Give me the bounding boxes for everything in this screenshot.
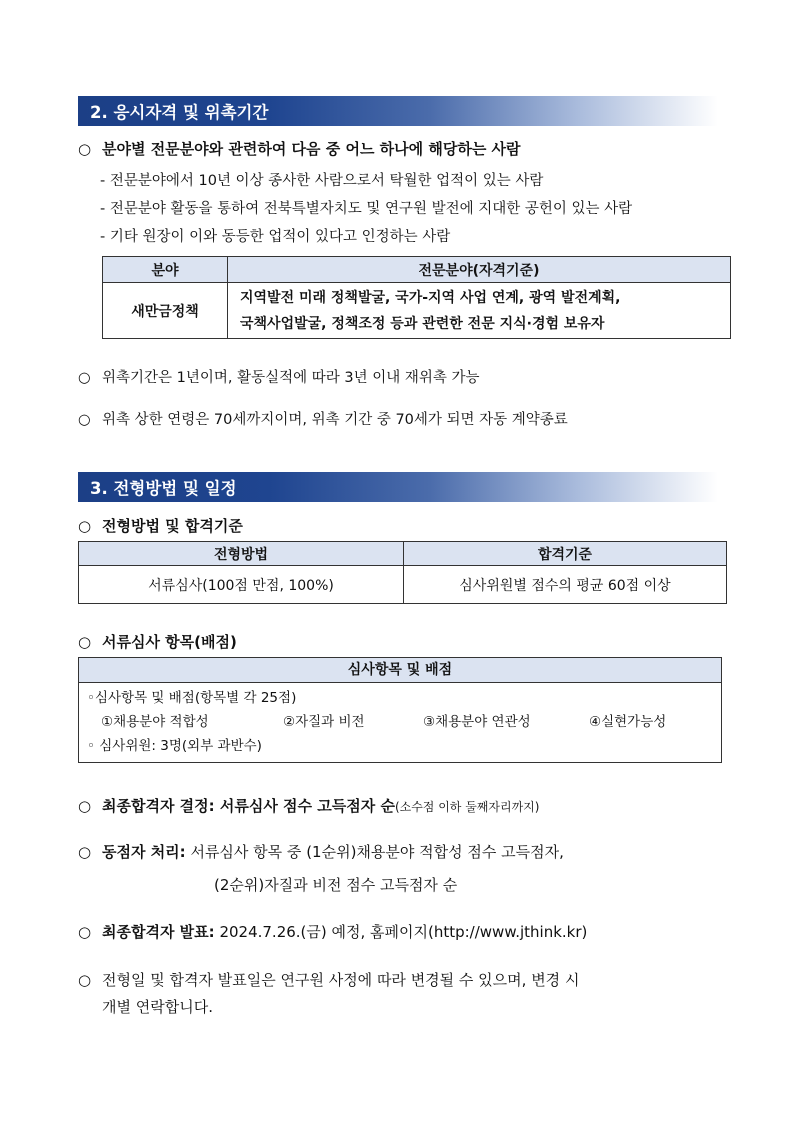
review-items (87, 710, 721, 734)
change-notice: ○ 전형일 및 합격자 발표일은 연구원 사정에 따라 변경될 수 있으며, 변경 시 (78, 971, 580, 989)
bullet-circle: ○ (78, 923, 92, 941)
review-box (78, 657, 722, 763)
bullet-circle: ○ (78, 971, 92, 989)
review-line: ◦심사항목 및 배점(항목별 각 25점) (87, 690, 297, 706)
table-header: 전문분야(자격기준) (228, 257, 731, 283)
bullet-circle: ○ (78, 412, 91, 428)
method-table (78, 541, 727, 604)
bullet-circle: ○ (78, 140, 92, 158)
field-cell: 새만금정책 (103, 283, 228, 339)
age-note: ○ 위촉 상한 연령은 70세까지이며, 위촉 기간 중 70세가 되면 자동 계약종료 (78, 412, 568, 428)
table-header: 전형방법 (79, 542, 404, 566)
qual-item: - 전문분야 활동을 통하여 전북특별자치도 및 연구원 발전에 지대한 공헌이 있는 사람 (100, 201, 633, 217)
criteria-cell: 지역발전 미래 정책발굴, 국가-지역 사업 연계, 광역 발전계획, 국책사업발굴, 정책조정 등과 관련한 전문 지식·경험 보유자 (228, 283, 731, 339)
table-header: 합격기준 (404, 542, 727, 566)
qualification-heading: ○ 분야별 전문분야와 관련하여 다음 중 어느 하나에 해당하는 사람 (78, 140, 521, 158)
method-cell: 서류심사(100점 만점, 100%) (79, 566, 404, 604)
change-notice-line2: 개별 연락합니다. (102, 998, 213, 1016)
review-box-header: 심사항목 및 배점 (79, 658, 721, 683)
announcement: ○ 최종합격자 발표: 2024.7.26.(금) 예정, 홈페이지(http://www.jthink.kr) (78, 923, 588, 941)
review-item: ④실현가능성 (589, 714, 667, 730)
review-item: ③채용분야 연관성 (423, 714, 531, 730)
method-heading: ○ 전형방법 및 합격기준 (78, 517, 243, 535)
section-3-header (78, 472, 718, 502)
tie-handling: ○ 동점자 처리: 서류심사 항목 중 (1순위)채용분야 적합성 점수 고득점자, (78, 843, 564, 861)
bullet-circle: ○ (78, 797, 92, 815)
qual-item: - 기타 원장이 이와 동등한 업적이 있다고 인정하는 사람 (100, 229, 451, 245)
term-note: ○ 위촉기간은 1년이며, 활동실적에 따라 3년 이내 재위촉 가능 (78, 370, 480, 386)
criteria-cell: 심사위원별 점수의 평균 60점 이상 (404, 566, 727, 604)
qual-item: - 전문분야에서 10년 이상 종사한 사람으로서 탁월한 업적이 있는 사람 (100, 173, 544, 189)
review-heading: ○ 서류심사 항목(배점) (78, 633, 237, 651)
qualification-table (102, 256, 731, 339)
section-3-title: 3. 전형방법 및 일정 (90, 479, 237, 498)
section-2-header (78, 96, 718, 126)
review-item: ②자질과 비전 (283, 714, 365, 730)
review-box-body (79, 683, 721, 758)
bullet-circle: ○ (78, 843, 92, 861)
final-decision: ○ 최종합격자 결정: 서류심사 점수 고득점자 순(소수점 이하 둘째자리까지) (78, 797, 540, 815)
tie-handling-line2: (2순위)자질과 비전 점수 고득점자 순 (214, 876, 458, 894)
table-header: 분야 (103, 257, 228, 283)
bullet-circle: ○ (78, 633, 92, 651)
bullet-circle: ○ (78, 370, 91, 386)
bullet-circle: ○ (78, 517, 92, 535)
review-item: ①채용분야 적합성 (101, 714, 209, 730)
section-2-title: 2. 응시자격 및 위촉기간 (90, 103, 269, 122)
review-line: ◦ 심사위원: 3명(외부 과반수) (87, 738, 262, 754)
